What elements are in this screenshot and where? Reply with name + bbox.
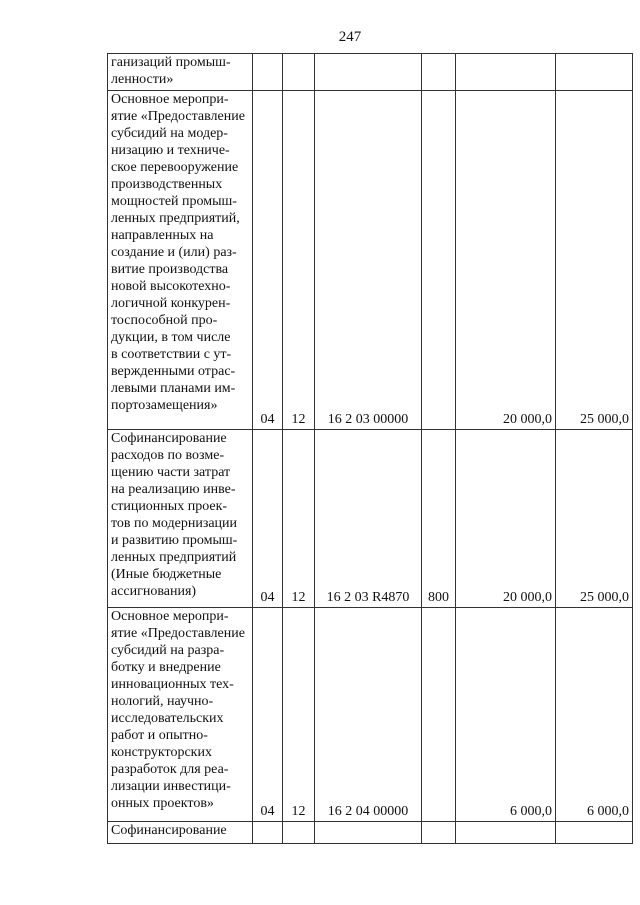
subsection-cell: [283, 822, 315, 844]
target-article-cell: [315, 91, 422, 430]
row-name-cell: [108, 91, 253, 430]
section-cell: [253, 91, 283, 430]
section-value: 04: [260, 412, 275, 427]
target-article-value: 16 2 04 00000: [327, 804, 409, 819]
target-article-cell: [315, 822, 422, 844]
row-name: Софинансирование расходов по возме- щению части затрат на реализацию инве- стиционных проек- тов по модернизации и развитию промыш- ленных предприятий (Иные бюджетные ассигнования): [111, 431, 238, 599]
value-1-cell: [456, 608, 556, 822]
expense-type-value: 800: [428, 590, 449, 605]
value-2-cell: [556, 54, 633, 91]
expense-type-cell: [422, 91, 456, 430]
value-2-cell: [556, 822, 633, 844]
section-cell: [253, 54, 283, 91]
expense-type-cell: [422, 608, 456, 822]
value-2-cell: [556, 430, 633, 608]
value-1-cell: [456, 822, 556, 844]
value-1-cell: [456, 54, 556, 91]
value-1: 20 000,0: [503, 590, 552, 605]
row-name-cell: [108, 54, 253, 91]
table-row: [108, 54, 633, 91]
subsection-value: 12: [291, 804, 306, 819]
section-value: 04: [260, 590, 275, 605]
target-article-value: 16 2 03 00000: [327, 412, 409, 427]
table-row: [108, 608, 633, 822]
target-article-value: 16 2 03 R4870: [326, 590, 410, 605]
row-name: ганизаций промыш- ленности»: [111, 55, 231, 87]
row-name: Основное меропри- ятие «Предоставление субсидий на модер- низацию и техниче- ское перевооружение производственных мощностей промыш- ленных предприятий, направленных на создание и (или) раз- витие производства новой высокотехно- логичной конкурен- тоспособной про- дукции, в том числе в соответствии с ут- вержденными отрас- левыми планами им- портозамещения»: [111, 92, 245, 413]
subsection-cell: [283, 54, 315, 91]
value-2-cell: [556, 608, 633, 822]
target-article-cell: [315, 608, 422, 822]
expense-type-cell: [422, 822, 456, 844]
subsection-cell: [283, 608, 315, 822]
row-name: Софинансирование: [111, 823, 227, 838]
value-2: 6 000,0: [587, 804, 629, 819]
subsection-value: 12: [291, 590, 306, 605]
subsection-cell: [283, 91, 315, 430]
budget-table: [107, 53, 633, 844]
value-2: 25 000,0: [580, 590, 629, 605]
table-row: [108, 822, 633, 844]
row-name-cell: [108, 430, 253, 608]
subsection-cell: [283, 430, 315, 608]
target-article-cell: [315, 54, 422, 91]
value-2-cell: [556, 91, 633, 430]
value-1-cell: [456, 91, 556, 430]
table-row: [108, 91, 633, 430]
table-row: [108, 430, 633, 608]
section-cell: [253, 822, 283, 844]
value-2: 25 000,0: [580, 412, 629, 427]
row-name: Основное меропри- ятие «Предоставление субсидий на разра- ботку и внедрение инновационных тех- нологий, научно- исследовательских работ и опытно- конструкторских разработок для реа- лизации инвестици- онных проектов»: [111, 609, 245, 811]
section-value: 04: [260, 804, 275, 819]
row-name-cell: [108, 822, 253, 844]
target-article-cell: [315, 430, 422, 608]
expense-type-cell: [422, 54, 456, 91]
page-number: 247: [338, 29, 362, 45]
subsection-value: 12: [291, 412, 306, 427]
expense-type-cell: [422, 430, 456, 608]
value-1-cell: [456, 430, 556, 608]
value-1: 20 000,0: [503, 412, 552, 427]
value-1: 6 000,0: [510, 804, 552, 819]
row-name-cell: [108, 608, 253, 822]
section-cell: [253, 430, 283, 608]
section-cell: [253, 608, 283, 822]
